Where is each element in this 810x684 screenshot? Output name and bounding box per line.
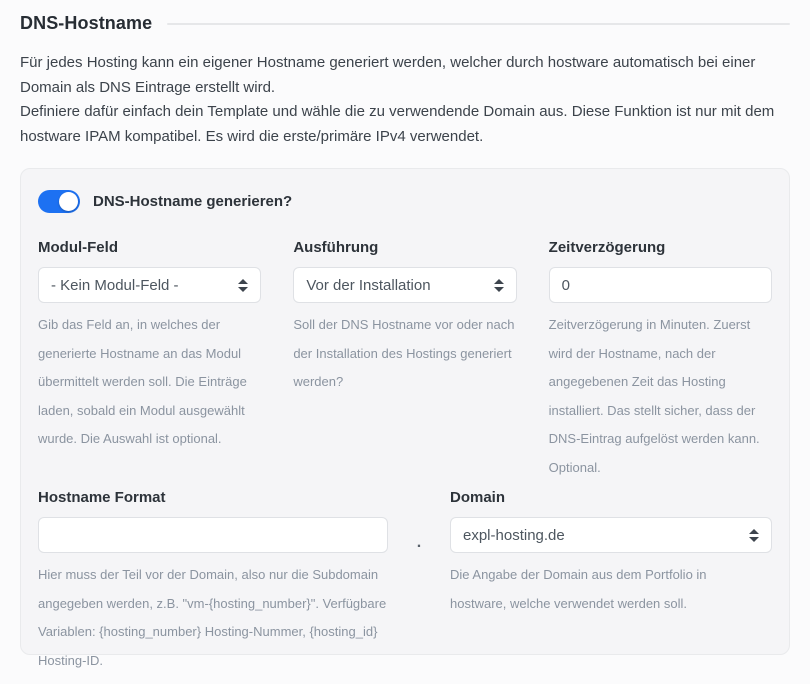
zeitverzoegerung-help: Zeitverzögerung in Minuten. Zuerst wird der Hostname, nach der angegebenen Zeit das Hosting installiert. Das stellt sicher, dass der DNS-Eintrag aufgelöst werden kann. Optional. — [548, 317, 760, 475]
intro-text — [20, 51, 790, 149]
chevron-updown-icon — [749, 529, 759, 542]
page-title: DNS-Hostname — [20, 13, 153, 33]
chevron-updown-icon — [238, 279, 248, 292]
ausfuehrung-label: Ausführung — [293, 239, 379, 256]
ausfuehrung-help: Soll der DNS Hostname vor oder nach der Installation des Hostings generiert werden? — [293, 317, 515, 389]
domain-help: Die Angabe der Domain aus dem Portfolio in hostware, welche verwendet werden soll. — [450, 567, 707, 611]
dns-generate-toggle[interactable] — [38, 190, 80, 213]
toggle-row — [38, 190, 772, 213]
modul-feld-select[interactable] — [38, 267, 261, 303]
ausfuehrung-select[interactable] — [293, 267, 516, 303]
domain-label: Domain — [450, 489, 506, 506]
domain-selected-value: expl-hosting.de — [463, 526, 565, 544]
modul-feld-label: Modul-Feld — [38, 239, 118, 256]
field-ausfuehrung — [293, 239, 516, 482]
zeitverzoegerung-input[interactable] — [549, 267, 772, 303]
field-domain — [450, 489, 772, 675]
domain-select[interactable] — [450, 517, 772, 553]
settings-row-1 — [38, 239, 772, 482]
zeitverzoegerung-label: Zeitverzögerung — [548, 239, 666, 256]
dns-hostname-card — [20, 168, 790, 668]
dns-generate-toggle-label: DNS-Hostname generieren? — [93, 193, 293, 210]
field-zeitverzoegerung — [549, 239, 772, 482]
ausfuehrung-selected-value: Vor der Installation — [306, 276, 431, 294]
chevron-updown-icon — [494, 279, 504, 292]
intro-paragraph-1: Für jedes Hosting kann ein eigener Hostname generiert werden, welcher durch hostware automatisch bei einer Domain als DNS Eintrage erstellt wird. — [20, 54, 756, 96]
settings-row-2 — [38, 489, 772, 675]
hostname-format-label: Hostname Format — [38, 489, 166, 506]
modul-feld-help: Gib das Feld an, in welches der generierte Hostname an das Modul übermittelt werden soll. Die Einträge laden, sobald ein Modul ausgewählt wurde. Die Auswahl ist optional. — [38, 317, 247, 446]
page-header — [20, 13, 790, 34]
title-divider — [167, 23, 790, 25]
field-modul-feld — [38, 239, 261, 482]
hostname-format-help: Hier muss der Teil vor der Domain, also nur die Subdomain angegeben werden, z.B. "vm-{hosting_number}". Verfügbare Variablen: {hosting_number} Hosting-Nummer, {hosting_id} Hosting-ID. — [38, 567, 387, 668]
field-hostname-format — [38, 489, 388, 675]
modul-feld-selected-value: - Kein Modul-Feld - — [51, 276, 179, 294]
toggle-knob — [59, 192, 78, 211]
domain-dot-separator: . — [416, 534, 422, 551]
intro-paragraph-2: Definiere dafür einfach dein Template und wähle die zu verwendende Domain aus. Diese Funktion ist nur mit dem hostware IPAM kompatibel. Es wird die erste/primäre IPv4 verwendet. — [20, 103, 775, 145]
hostname-format-input[interactable] — [38, 517, 388, 553]
